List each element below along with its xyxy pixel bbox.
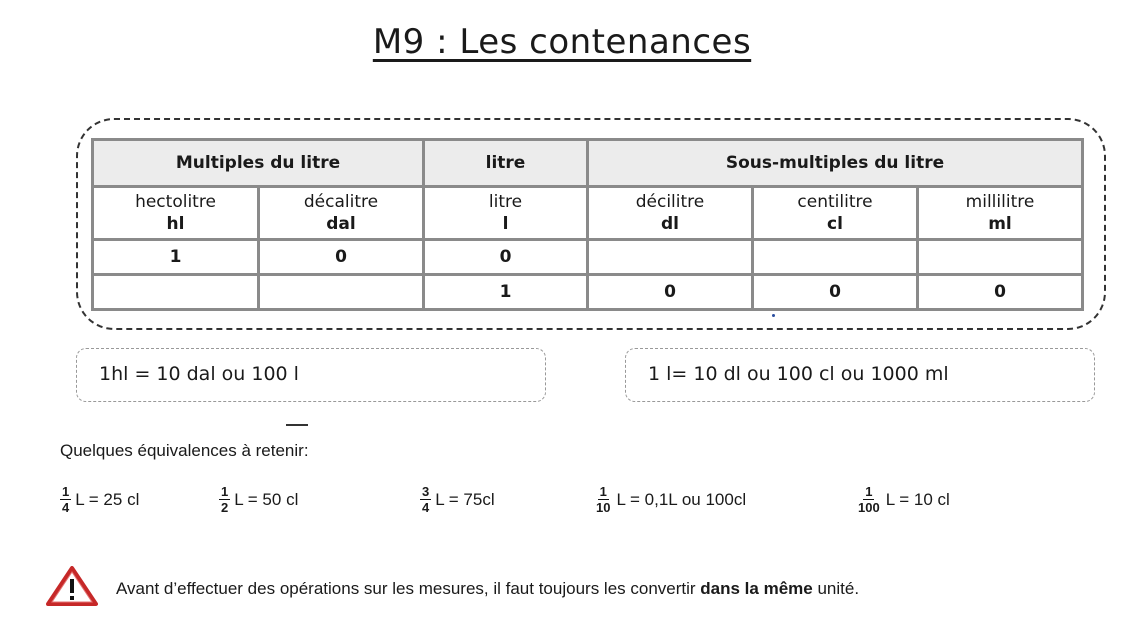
warning-triangle-icon [46,566,98,606]
unit-cell: litre l [424,187,588,240]
fraction-text: L = 50 cl [234,489,299,509]
stray-mark [286,424,308,426]
fraction-text: L = 75cl [435,489,495,509]
table-header-row [93,140,1083,187]
fraction-text: L = 25 cl [75,489,140,509]
fraction-item [420,484,495,515]
fraction-text: L = 10 cl [885,489,950,509]
header-multiples: Multiples du litre [93,140,424,187]
unit-cell: centilitre cl [753,187,918,240]
stray-dot [772,314,775,317]
value-cell: 0 [588,275,753,310]
unit-cell: décalitre dal [259,187,424,240]
header-sous-multiples: Sous-multiples du litre [588,140,1083,187]
fraction-item [219,484,298,515]
page-title: M9 : Les contenances [372,22,752,62]
table-row [93,240,1083,275]
fraction: $\frac{1}{4}$ [62,484,70,515]
value-cell [753,240,918,275]
value-cell: 0 [753,275,918,310]
unit-names-row [93,187,1083,240]
fraction-equivalences [0,484,1124,524]
fraction-item [856,484,950,515]
table-row [93,275,1083,310]
unit-cell: millilitre ml [918,187,1083,240]
fraction: $\frac{1}{10}$ [596,484,611,515]
value-cell: 0 [918,275,1083,310]
fraction-item [594,484,746,515]
value-cell: 0 [259,240,424,275]
fraction: $\frac{3}{4}$ [422,484,430,515]
header-litre: litre [424,140,588,187]
unit-cell: décilitre dl [588,187,753,240]
equivalence-box-hl: 1hl = 10 dal ou 100 l [76,348,546,402]
fraction: $\frac{1}{2}$ [221,484,229,515]
fraction-text: L = 0,1L ou 100cl [616,489,747,509]
equivalences-subtitle: Quelques équivalences à retenir: [60,441,309,460]
value-cell [259,275,424,310]
value-cell [93,275,259,310]
fraction-item [60,484,139,515]
value-cell: 1 [424,275,588,310]
equivalence-box-l: 1 l= 10 dl ou 100 cl ou 1000 ml [625,348,1095,402]
units-table [91,138,1084,311]
value-cell: 1 [93,240,259,275]
fraction: $\frac{1}{100}$ [858,484,880,515]
value-cell [918,240,1083,275]
value-cell [588,240,753,275]
unit-cell: hectolitre hl [93,187,259,240]
value-cell: 0 [424,240,588,275]
warning-text: Avant d’effectuer des opérations sur les mesures, il faut toujours les convertir dans la même unité. [116,579,860,598]
